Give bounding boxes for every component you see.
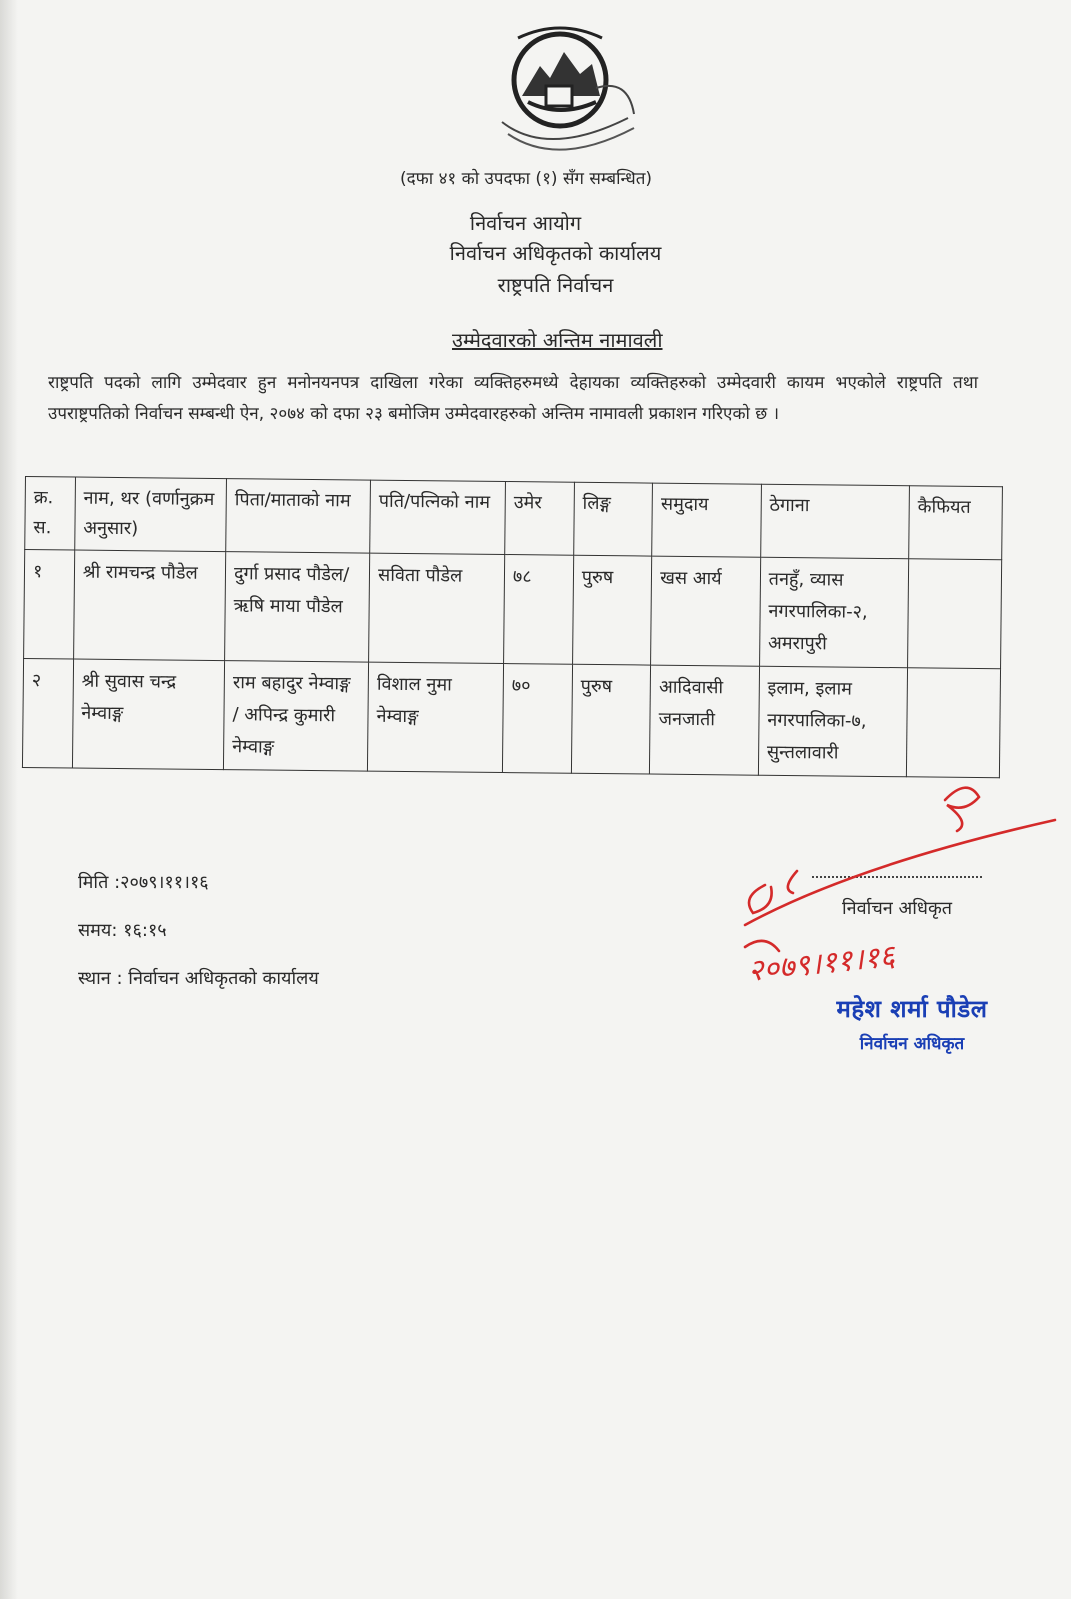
election-name: राष्ट्रपति निर्वाचन [497,273,614,297]
intro-paragraph: राष्ट्रपति पदको लागि उम्मेदवार हुन मनोनयनपत्र दाखिला गरेका व्यक्तिहरुमध्ये देहायका व्यक्तिहरुको उम्मेदवारी कायम भएकोले राष्ट्रपति तथा उपराष्ट्रपतिको निर्वाचन सम्बन्धी ऐन, २०७४ को दफा २३ बमोजिम उम्मेदवारहरुको अन्तिम नामावली प्रकाशन गरिएको छ । [48,373,978,424]
office-name: निर्वाचन अधिकृतको कार्यालय [449,241,662,265]
election-commission-seal-icon [488,18,648,168]
cell-remarks [906,668,1000,778]
cell-community: आदिवासी जनजाती [650,665,760,775]
cell-serial: १ [24,550,75,660]
cell-parents: राम बहादुर नेम्वाङ्ग / अपिन्द्र कुमारी नेम्वाङ्ग [223,661,368,772]
stamp-designation: निर्वाचन अधिकृत [859,1034,965,1054]
cell-address: तनहुँ, व्यास नगरपालिका-२, अमरापुरी [759,557,908,668]
header-spouse: पति/पत्निको नाम [370,480,506,554]
handwritten-date: २०७९।११।१६ [746,938,897,989]
handwritten-signature-icon [735,775,1065,995]
candidate-table [22,476,1003,778]
header-serial: क्र. स. [25,477,76,551]
page-edge-shadow [0,0,18,1599]
cell-spouse: विशाल नुमा नेम्वाङ्ग [368,662,504,772]
table-header-row [25,477,1003,560]
header-age: उमेर [505,482,575,556]
cell-name: श्री रामचन्द्र पौडेल [73,550,225,661]
cell-name: श्री सुवास चन्द्र नेम्वाङ्ग [72,659,224,770]
cell-gender: पुरुष [571,664,650,774]
header-address: ठेगाना [760,484,909,559]
document-title: उम्मेदवारको अन्तिम नामावली [452,328,663,352]
commission-name: निर्वाचन आयोग [469,211,582,235]
header-gender: लिङ्ग [574,482,653,556]
header-remarks: कैफियत [909,486,1003,560]
header-parents: पिता/माताको नाम [226,479,371,554]
table-row [24,550,1002,669]
cell-age: ७८ [504,555,574,665]
publish-date: मिति :२०७९।११।१६ [78,872,209,893]
stamp-officer-name: महेश शर्मा पौडेल [836,995,988,1023]
signature-label: निर्वाचन अधिकृत [842,898,953,919]
header-name: नाम, थर (वर्णानुक्रम अनुसार) [75,477,227,552]
cell-spouse: सविता पौडेल [369,553,505,663]
rule-reference-note: (दफा ४१ को उपदफा (१) सँग सम्बन्धित) [400,169,653,189]
cell-gender: पुरुष [572,555,651,665]
header-community: समुदाय [652,483,761,557]
publish-place: स्थान : निर्वाचन अधिकृतको कार्यालय [78,968,319,989]
cell-parents: दुर्गा प्रसाद पौडेल/ऋषि माया पौडेल [225,552,370,663]
publish-time: समय: १६:१५ [78,920,167,941]
cell-serial: २ [22,658,73,768]
cell-community: खस आर्य [651,556,761,666]
cell-remarks [907,559,1001,669]
cell-age: ७० [502,664,572,774]
officer-stamp [812,992,1012,1054]
cell-address: इलाम, इलाम नगरपालिका-७, सुन्तलावारी [758,666,907,777]
table-row [22,658,1000,777]
